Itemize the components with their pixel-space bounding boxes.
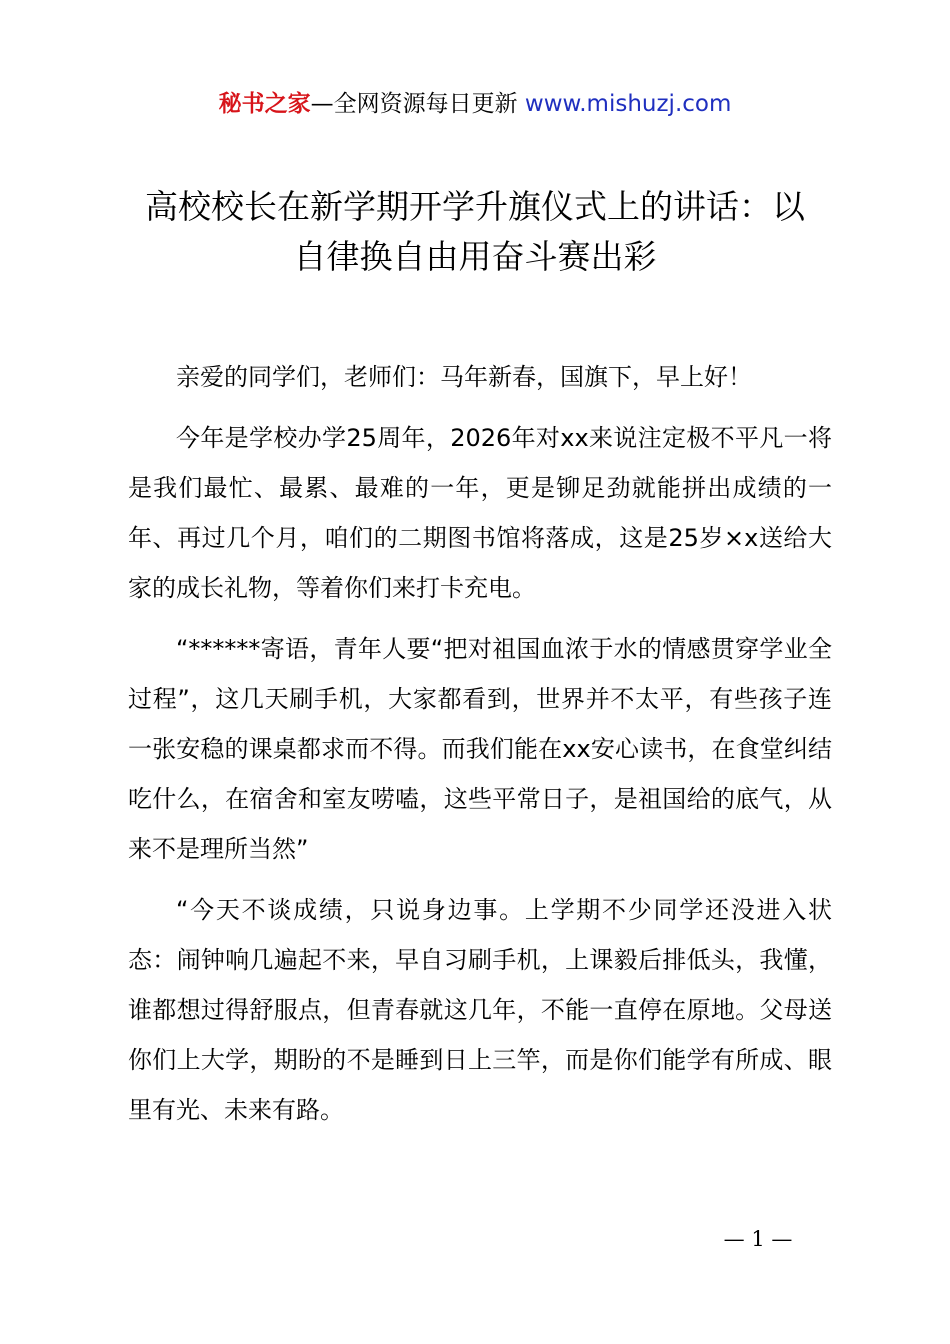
paragraph-anniversary: 今年是学校办学25周年，2026年对xx来说注定极不平凡一将是我们最忙、最累、最难的一年，更是铆足劲就能拼出成绩的一年、再过几个月，咱们的二期图书馆将落成，这是25岁×x送给大家的成长礼物，等着你们来打卡充电。 [128, 424, 832, 602]
paragraph-greeting: 亲爱的同学们，老师们：马年新春，国旗下，早上好！ [176, 363, 752, 391]
paragraph-self-discipline: “今天不谈成绩，只说身边事。上学期不少同学还没进入状态：闹钟响几遍起不来，早自习刷手机，上课毅后排低头，我懂，谁都想过得舒服点，但青春就这几年，不能一直停在原地。父母送你们上大学，期盼的不是睡到日上三竿，而是你们能学有所成、眼里有光、未来有路。 [128, 896, 832, 1124]
title-line-1: 高校校长在新学期开学升旗仪式上的讲话：以 [145, 187, 805, 226]
brand-name: 秘书之家 [218, 91, 311, 117]
document-title [100, 182, 850, 282]
document-body [128, 352, 832, 1146]
site-url-link[interactable]: www.mishuzj.com [524, 91, 732, 117]
header-tagline: —全网资源每日更新 [310, 91, 518, 117]
page-number: — 1 — [723, 1227, 793, 1251]
site-header [0, 86, 950, 122]
title-line-2: 自律换自由用奋斗赛出彩 [293, 237, 657, 276]
paragraph-patriotism: “******寄语，青年人要“把对祖国血浓于水的情感贯穿学业全过程”，这几天刷手机，大家都看到，世界并不太平，有些孩子连一张安稳的课桌都求而不得。而我们能在xx安心读书，在食堂纠结吃什么，在宿舍和室友唠嗑，这些平常日子，是祖国给的底气，从来不是理所当然” [128, 635, 832, 863]
